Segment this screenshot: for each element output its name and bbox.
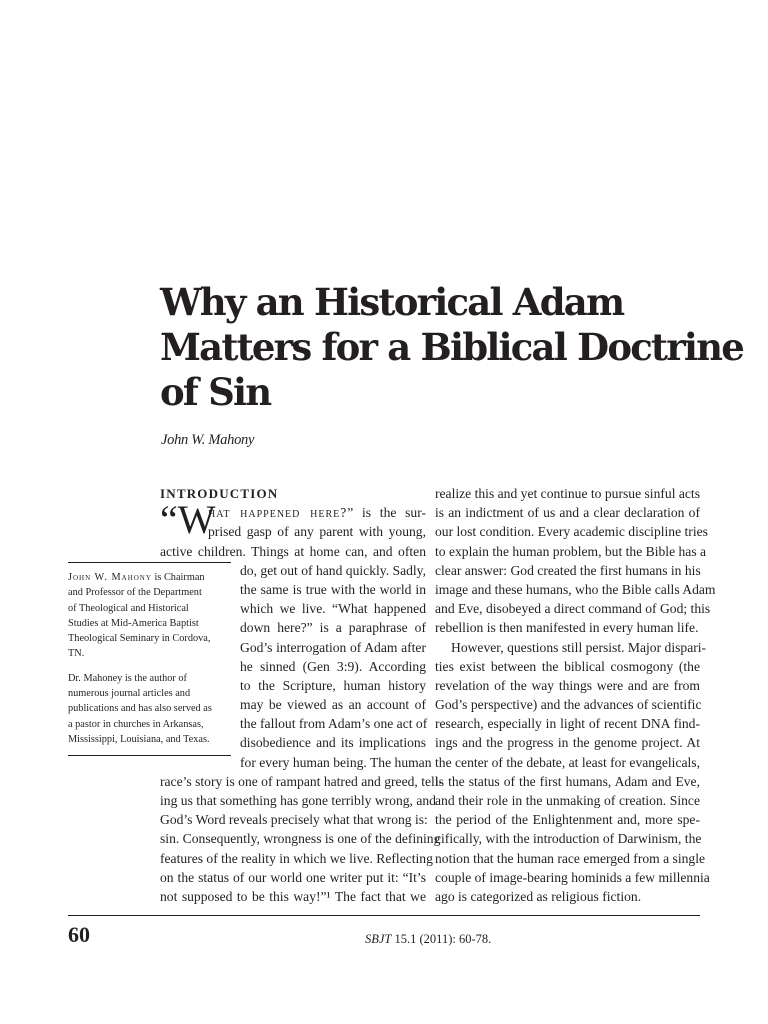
text-line: couple of image-bearing hominids a few millennia: [435, 869, 710, 885]
bio-line: and Professor of the Department: [68, 587, 202, 599]
bio-line: Mississippi, Louisiana, and Texas.: [68, 733, 210, 745]
title-line: Matters for a Biblical Doctrine: [160, 325, 744, 369]
text-line: down here?” is a paraphrase of: [240, 620, 426, 636]
text-line: However, questions still persist. Major dispari-: [451, 639, 707, 655]
text-line: God’s interrogation of Adam after: [240, 639, 426, 655]
bio-line: numerous journal articles and: [68, 688, 191, 700]
article-title: [160, 280, 744, 415]
text-line: clear answer: God created the first humans in his: [435, 562, 701, 578]
bio-line: Studies at Mid-America Baptist: [68, 617, 199, 629]
text-line: features of the reality in which we live. Reflecting: [160, 850, 433, 866]
text-line: is the status of the first humans, Adam and Eve,: [435, 773, 700, 789]
text-line: image and these humans, who the Bible calls Adam: [435, 581, 716, 597]
text-line: ago is categorized as religious fiction.: [435, 888, 642, 904]
text-line: the same is true with the world in: [240, 581, 426, 597]
text-line: our lost condition. Every academic discipline tries: [435, 524, 708, 540]
author-bio: [68, 570, 231, 662]
footer-divider: [68, 915, 700, 916]
journal-citation: [365, 932, 491, 947]
author-bio-sidebar: [68, 562, 231, 756]
text-line: God’s perspective) and the advances of scientific: [435, 697, 702, 713]
text-line: the period of the Enlightenment and, more spe-: [435, 812, 700, 828]
text-line: not supposed to be this way!”¹ The fact that we: [160, 888, 426, 904]
title-line: of Sin: [160, 370, 271, 414]
text-line: realize this and yet continue to pursue sinful acts: [435, 486, 700, 501]
bio-author-name: John W. Mahony: [68, 572, 152, 583]
text-line: God’s Word reveals precisely what that wrong is:: [160, 812, 428, 828]
opening-rest: ” is the sur-: [347, 505, 427, 521]
bio-line: of Theological and Historical: [68, 602, 189, 614]
text-line: for every human being. The human: [240, 754, 432, 770]
right-column: [435, 484, 716, 906]
citation-details: 15.1 (2011): 60-78.: [391, 932, 492, 946]
bio-line: Dr. Mahoney is the author of: [68, 672, 187, 684]
text-line: to the Scripture, human history: [240, 677, 426, 693]
text-line: the center of the debate, at least for evangelicals,: [435, 754, 700, 770]
text-line: is an indictment of us and a clear declaration of: [435, 505, 700, 521]
text-line: ings and the progress in the genome project. At: [435, 735, 700, 751]
bio-line: TN.: [68, 648, 85, 660]
bio-line: publications and has also served as: [68, 703, 212, 715]
text-line: race’s story is one of rampant hatred and greed, tell-: [160, 773, 444, 789]
text-line: do, get out of hand quickly. Sadly,: [240, 562, 426, 578]
text-line: active children. Things at home can, and often: [160, 543, 426, 559]
text-line: rebellion is then manifested in every human life.: [435, 620, 699, 636]
text-line: and their role in the unmaking of creation. Since: [435, 793, 700, 808]
text-line: notion that the human race emerged from a single: [435, 850, 706, 866]
text-line: disobedience and its implications: [240, 735, 426, 751]
text-line: ing us that something has gone terribly wrong, and: [160, 793, 436, 808]
title-line: Why an Historical Adam: [160, 280, 624, 324]
text-line: the fallout from Adam’s one act of: [240, 716, 428, 732]
bio-line: John W. Mahony is Chairman: [68, 572, 205, 583]
page-number: 60: [68, 922, 90, 947]
text-line: ties exist between the biblical cosmogony (the: [435, 658, 700, 674]
opening-smallcaps: hat happened here?: [208, 505, 348, 521]
author-byline: John W. Mahony: [161, 432, 255, 448]
text-line: he sinned (Gen 3:9). According: [240, 658, 426, 674]
text-line: to explain the human problem, but the Bible has a: [435, 543, 707, 559]
text-line: prised gasp of any parent with young,: [208, 524, 426, 540]
bio-line: Theological Seminary in Cordova,: [68, 633, 211, 645]
text-line: sin. Consequently, wrongness is one of the defining: [160, 831, 441, 847]
text-line: research, especially in light of recent DNA find-: [435, 716, 700, 732]
text-line: revelation of the way things were and are from: [435, 677, 700, 693]
drop-cap: “W: [160, 497, 216, 542]
text-line: on the status of our world one writer put it: “It’s: [160, 869, 426, 885]
author-publications: [68, 671, 231, 747]
text-line: which we live. “What happened: [240, 601, 426, 617]
section-heading: INTRODUCTION: [160, 486, 279, 501]
text-line: may be viewed as an account of: [240, 697, 426, 713]
text-line: cifically, with the introduction of Darwinism, the: [435, 831, 702, 847]
journal-name: SBJT: [365, 932, 392, 946]
text-line: and Eve, disobeyed a direct command of God; this: [435, 601, 711, 617]
bio-line: a pastor in churches in Arkansas,: [68, 718, 204, 730]
